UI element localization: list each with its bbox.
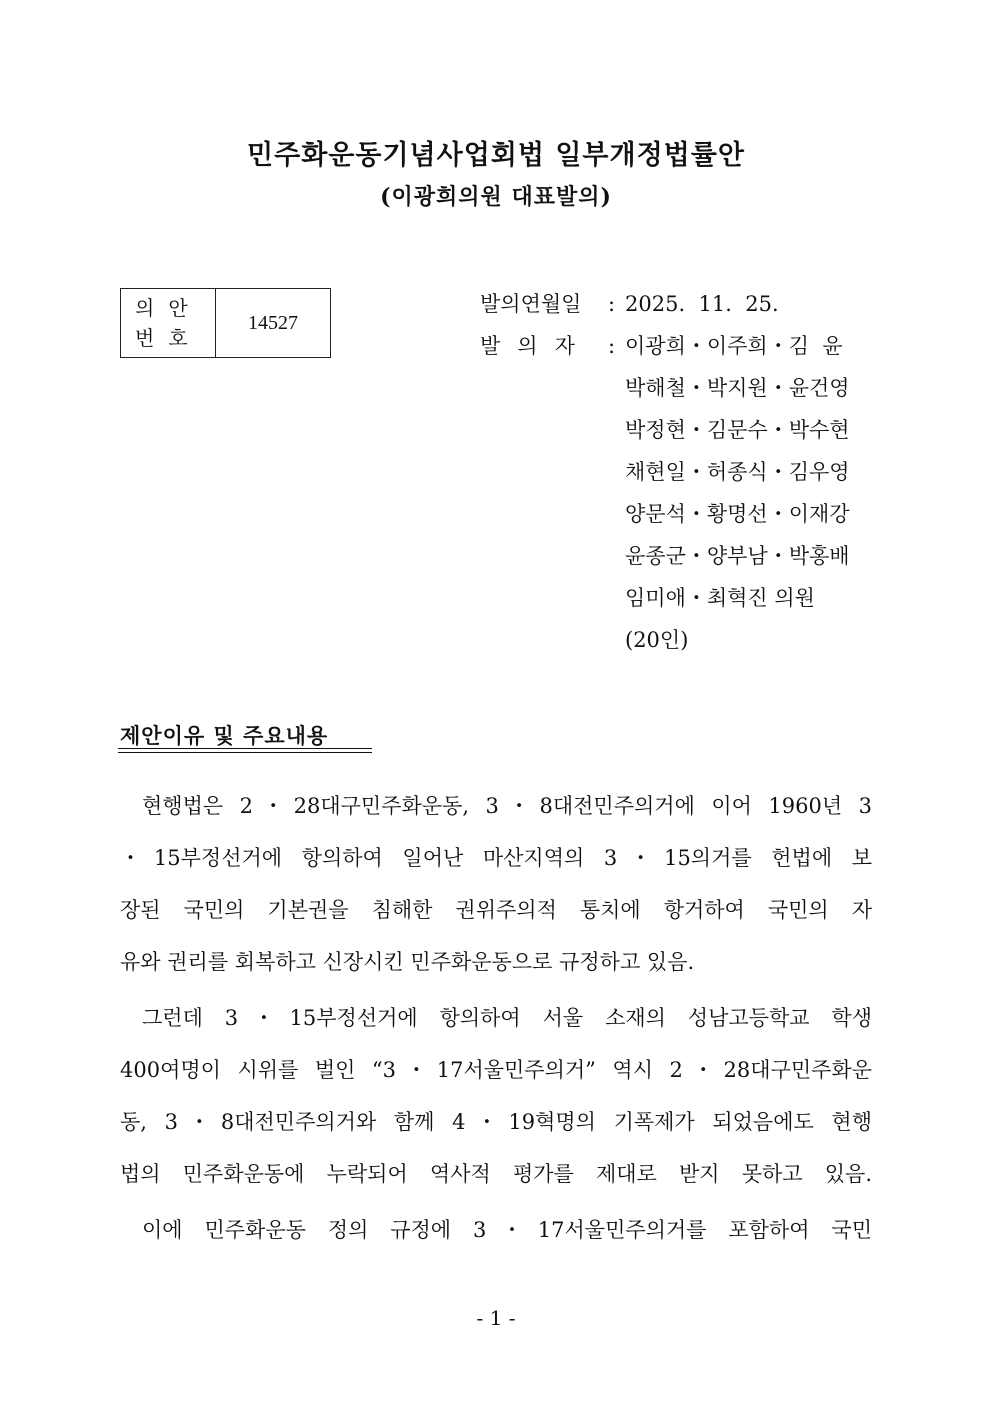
section-heading: 제안이유 및 주요내용 (120, 723, 329, 748)
proposal-date-separator: : (608, 292, 616, 316)
sponsor-list (625, 370, 850, 664)
document-subtitle: (이광희의원 대표발의) (380, 184, 612, 210)
sponsor-count: (20인) (625, 628, 689, 652)
body-line: ・15부정선거에 항의하여 일어난 마산지역의 3・15의거를 헌법에 보 (120, 846, 872, 870)
sponsor-line: 윤종군・양부남・박홍배 (625, 544, 850, 568)
body-line: 유와 권리를 회복하고 신장시킨 민주화운동으로 규정하고 있음. (120, 950, 695, 974)
sponsor-separator: : (608, 334, 616, 358)
proposal-date-row (480, 286, 900, 328)
sponsor-line: 채현일・허종식・김우영 (625, 460, 850, 484)
body-line: 이에 민주화운동 정의 규정에 3・17서울민주의거를 포함하여 국민 (142, 1218, 872, 1242)
bill-label-line1: 의안 (135, 296, 202, 320)
bill-number-label (121, 289, 216, 357)
sponsor-line: 임미애・최혁진 의원 (625, 586, 815, 610)
body-line: 그런데 3・15부정선거에 항의하여 서울 소재의 성남고등학교 학생 (142, 1006, 872, 1030)
document-title: 민주화운동기념사업회법 일부개정법률안 (247, 140, 745, 171)
sponsor-row (480, 328, 900, 370)
bill-label-line2: 번호 (135, 326, 202, 350)
page-number: - 1 - (476, 1306, 516, 1330)
body-line: 400여명이 시위를 벌인 “3・17서울민주의거” 역시 2・28대구민주화운 (120, 1058, 872, 1082)
sponsor-line: 양문석・황명선・이재강 (625, 502, 850, 526)
sponsor-label: 발의자 (480, 334, 592, 358)
body-line: 장된 국민의 기본권을 침해한 권위주의적 통치에 항거하여 국민의 자 (120, 898, 872, 922)
proposal-date-label: 발의연월일 (480, 292, 582, 316)
body-line: 동, 3・8대전민주의거와 함께 4・19혁명의 기폭제가 되었음에도 현행 (120, 1110, 872, 1134)
body-line: 현행법은 2・28대구민주화운동, 3・8대전민주의거에 이어 1960년 3 (142, 794, 872, 818)
bill-number-value: 14527 (248, 311, 298, 334)
proposal-date-value: 2025. 11. 25. (625, 292, 779, 316)
section-heading-underline (118, 748, 372, 753)
sponsor-line: 박해철・박지원・윤건영 (625, 376, 850, 400)
body-line: 법의 민주화운동에 누락되어 역사적 평가를 제대로 받지 못하고 있음. (120, 1162, 872, 1186)
sponsor-line: 박정현・김문수・박수현 (625, 418, 850, 442)
sponsor-first-line: 이광희・이주희・김 윤 (625, 334, 843, 358)
bill-number-box (120, 288, 331, 358)
proposal-meta (480, 286, 900, 370)
